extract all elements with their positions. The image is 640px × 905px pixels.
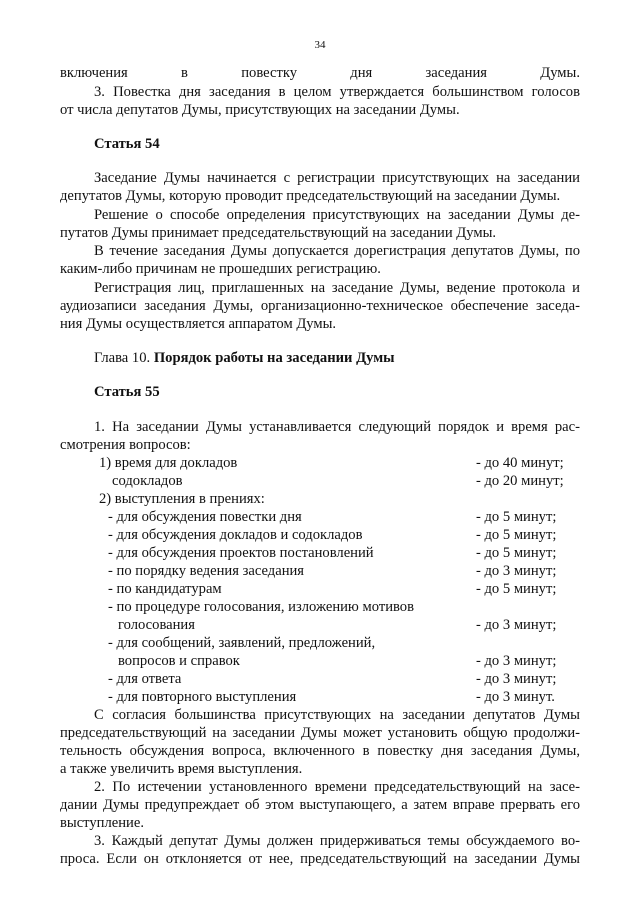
text-line: проса. Если он отклоняется от нее, председательствующий на заседании Думы — [60, 851, 580, 867]
chapter-heading — [94, 349, 580, 367]
text-line: депутатов Думы, которую проводит председательствующий на заседании Думы. — [60, 188, 561, 204]
text-line: 3. Каждый депутат Думы должен придерживаться темы обсуждаемого во- — [94, 833, 580, 849]
text-line: Решение о способе определения присутствующих на заседании Думы де- — [94, 207, 580, 223]
text-line: В течение заседания Думы допускается дорегистрация депутатов Думы, по — [94, 243, 580, 259]
article-54-heading: Статья 54 — [94, 136, 160, 152]
text-line: каким-либо причинам не прошедших регистрацию. — [60, 261, 381, 277]
text-line: 1. На заседании Думы устанавливается следующий порядок и время рас- — [94, 419, 580, 435]
text-line: Заседание Думы начинается с регистрации присутствующих на заседании — [94, 170, 580, 186]
text-line: председательствующий на заседании Думы может установить общую продолжи- — [60, 725, 580, 741]
chapter-prefix: Глава 10. — [94, 350, 154, 366]
text-line: включения в повестку дня заседания Думы. — [60, 65, 580, 81]
text-line: 2. По истечении установленного времени председательствующий на засе- — [94, 779, 580, 795]
text-line: 3. Повестка дня заседания в целом утверждается большинством голосов — [94, 84, 580, 100]
text-line: Регистрация лиц, приглашенных на заседание Думы, ведение протокола и — [94, 280, 580, 296]
text-line: от числа депутатов Думы, присутствующих на заседании Думы. — [60, 102, 460, 118]
article-55-heading: Статья 55 — [94, 384, 160, 400]
document-page: 34 включения в повестку дня заседания Думы. 3. Повестка дня заседания в целом утверждается большинством голосов от числа депутатов Думы, присутствующих на заседании Думы. Статья 54 Заседание Думы начинается с регистрации присутствующих на заседании депутатов Думы, которую проводит председательствующий на заседании Думы. Решение о способе определения присутствующих на заседании Думы де- путатов Думы принимает председательствующий на заседании Думы. В течение заседания Думы допускается дорегистрация депутатов Думы, по каким-либо причинам не прошедших регистрацию. Регистрация лиц, приглашенных на заседание Думы, ведение протокола и аудиозаписи заседания Думы, организационно-техническое обеспечение заседа- ния Думы осуществляется аппаратом Думы. Глава 10. Порядок работы на заседании Думы Статья 55 1. На заседании Думы устанавливается следующий порядок и время рас- смотрения вопросов: 1) время для докладов - до 40 минут; содокладов - до 20 минут; 2) выступления в прениях: - для обсуждения повестки дня - до 5 минут; - для обсуждения докладов и содокладов - до 5 минут; - для обсуждения проектов постановлений - до 5 минут; - по порядку ведения заседания - до 3 минут; - по кандидатурам - до 5 минут; - по процедуре голосования, изложению мотивов голосования - до 3 минут; - для сообщений, заявлений, предложений, вопросов и справок - до 3 минут; - для ответа - до 3 минут; - для повторного выступления - до 3 минут. С согласия большинства присутствующих на заседании депутатов Думы председательствующий на заседании Думы может установить общую продолжи- тельность обсуждения вопроса, включенного в повестку дня заседания Думы, а также увеличить время выступления. 2. По истечении установленного времени председательствующий на засе- дании Думы предупреждает об этом выступающего, а затем вправе прервать его выступление. 3. Каждый депутат Думы должен придерживаться темы обсуждаемого во- проса. Если он отклоняется от нее, председательствующий на заседании Думы — [0, 0, 640, 905]
text-line: а также увеличить время выступления. — [60, 761, 303, 777]
page-number: 34 — [314, 39, 326, 51]
text-line: дании Думы предупреждает об этом выступающего, а затем вправе прервать его — [60, 797, 580, 813]
text-line: С согласия большинства присутствующих на заседании депутатов Думы — [94, 707, 580, 723]
text-line: путатов Думы принимает председательствующий на заседании Думы. — [60, 225, 497, 241]
text-line: тельность обсуждения вопроса, включенного в повестку дня заседания Думы, — [60, 743, 580, 759]
text-line: ния Думы осуществляется аппаратом Думы. — [60, 316, 337, 332]
text-line: смотрения вопросов: — [60, 437, 191, 453]
text-line: выступление. — [60, 815, 144, 831]
text-line: аудиозаписи заседания Думы, организационно-техническое обеспечение заседа- — [60, 298, 580, 314]
chapter-title: Порядок работы на заседании Думы — [153, 350, 395, 366]
